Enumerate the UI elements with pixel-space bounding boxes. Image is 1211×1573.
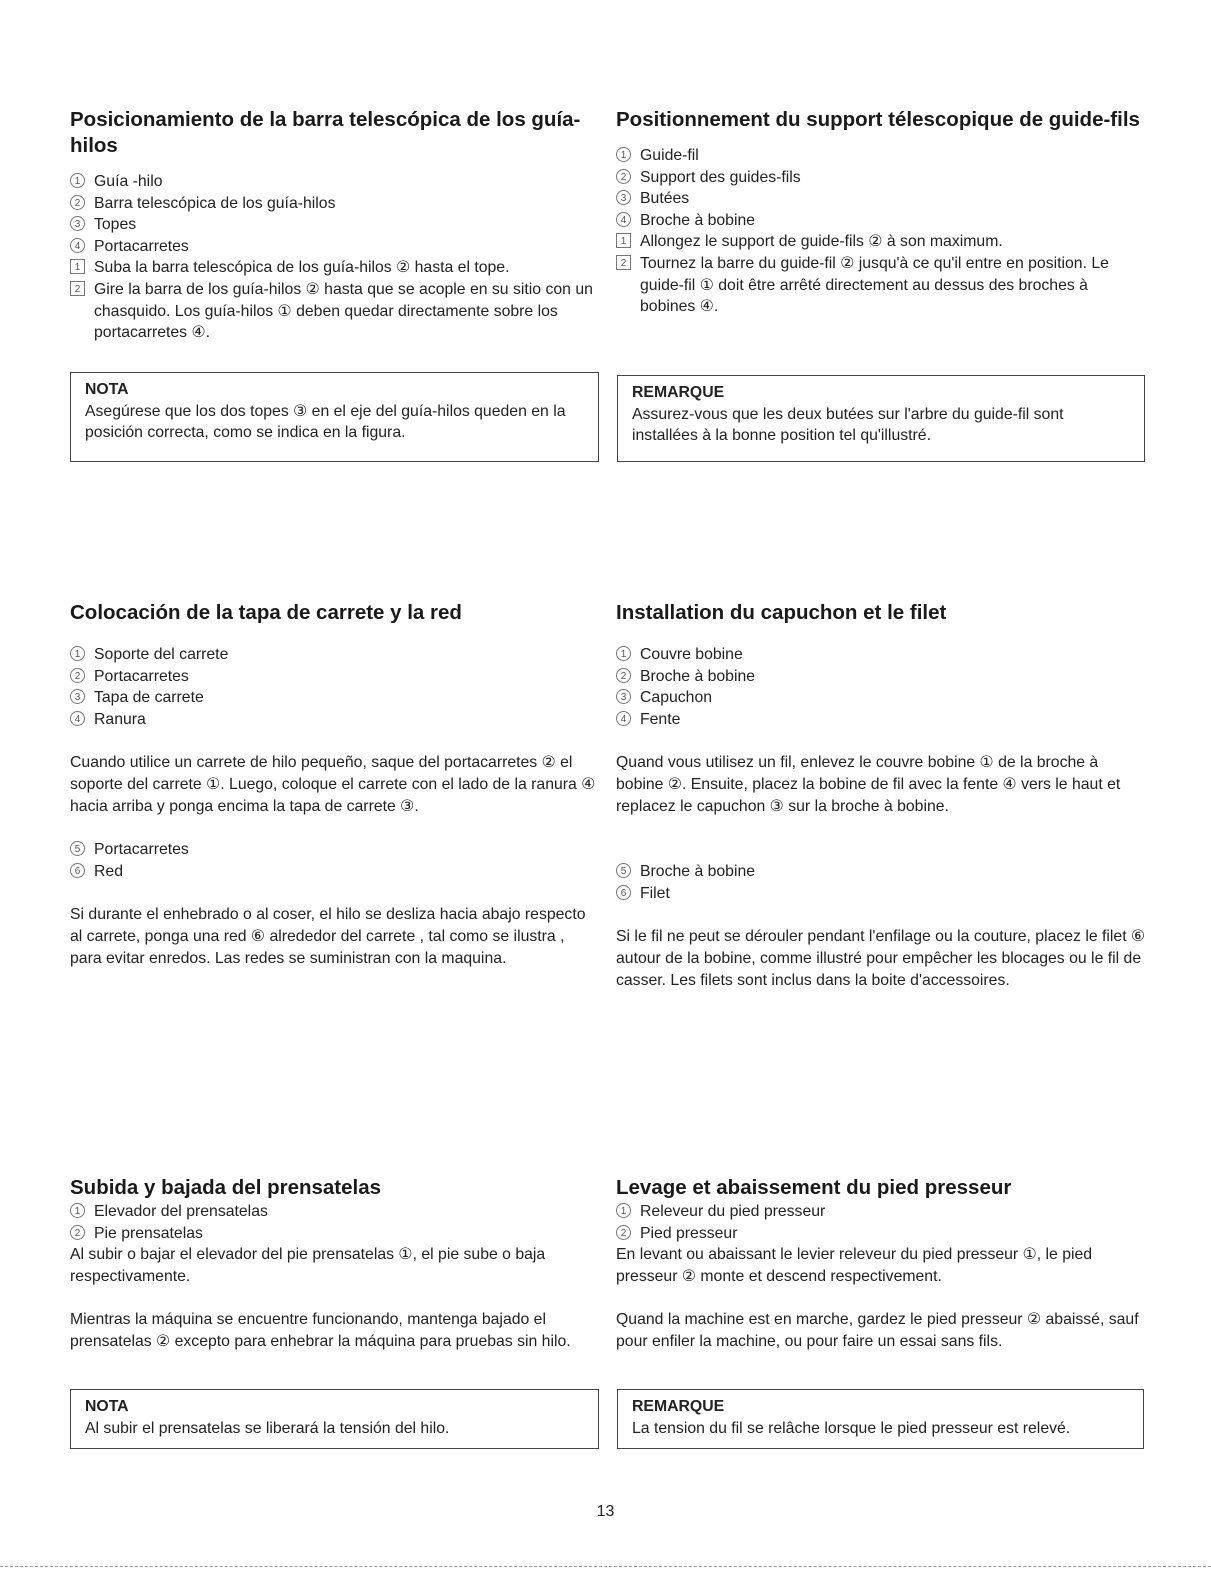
- circled-number-icon: 4: [616, 212, 631, 227]
- section-presser-foot-es: [70, 1175, 600, 1353]
- circled-number-icon: 5: [616, 863, 631, 878]
- note-text: La tension du fil se relâche lorsque le pied presseur est relevé.: [632, 1419, 1071, 1437]
- circled-number-icon: 1: [616, 646, 631, 661]
- list-item: 3 Capuchon: [616, 687, 1146, 709]
- paragraph: Mientras la máquina se encuentre funcionando, mantenga bajado el prensatelas ② excepto para enhebrar la máquina para pruebas sin hilo.: [70, 1311, 571, 1350]
- step-number-icon: 1: [70, 259, 85, 274]
- list-item: 1 Guide-fil: [616, 145, 1146, 167]
- list-item: 2 Barra telescópica de los guía-hilos: [70, 193, 600, 215]
- note-title: REMARQUE: [632, 384, 725, 401]
- list-item: 2 Portacarretes: [70, 666, 600, 688]
- circled-number-icon: 2: [70, 195, 85, 210]
- section-title: Levage et abaissement du pied presseur: [616, 1176, 1012, 1199]
- paragraph: Quand vous utilisez un fil, enlevez le couvre bobine ① de la broche à bobine ②. Ensuite, placez la bobine de fil avec la fente ④ vers le haut et replacez le capuchon ③ sur la broche à bobine.: [616, 754, 1121, 815]
- section-title: Positionnement du support télescopique de guide-fils: [616, 108, 1140, 131]
- note-title: REMARQUE: [632, 1398, 725, 1415]
- section-spool-cap-es: [70, 600, 600, 969]
- list-item: 4 Fente: [616, 709, 1146, 731]
- list-item: 2 Support des guides-fils: [616, 167, 1146, 189]
- note-box: [70, 1389, 599, 1449]
- list-item: 3 Butées: [616, 188, 1146, 210]
- circled-number-icon: 5: [70, 841, 85, 856]
- step-item: 1 Suba la barra telescópica de los guía-hilos ② hasta el tope.: [70, 257, 600, 279]
- note-title: NOTA: [85, 381, 129, 398]
- note-box: [70, 372, 599, 462]
- paragraph: Si le fil ne peut se dérouler pendant l'enfilage ou la couture, placez le filet ⑥ autour de la bobine, comme illustré pour empêcher les blocages ou le fil de casser. Les filets sont inclus dans la boite d'accessoires.: [616, 928, 1146, 989]
- list-item: 4 Portacarretes: [70, 236, 600, 258]
- list-item: 2 Pied presseur: [616, 1223, 1146, 1245]
- circled-number-icon: 2: [70, 1225, 85, 1240]
- paragraph: Al subir o bajar el elevador del pie prensatelas ①, el pie sube o baja respectivamente.: [70, 1246, 546, 1285]
- circled-number-icon: 6: [70, 863, 85, 878]
- list-item: 1 Releveur du pied presseur: [616, 1201, 1146, 1223]
- list-item: 5 Portacarretes: [70, 839, 600, 861]
- note-text: Asegúrese que los dos topes ③ en el eje del guía-hilos queden en la posición correcta, como se indica en la figura.: [85, 402, 566, 442]
- circled-number-icon: 4: [70, 711, 85, 726]
- list-item: 1 Guía -hilo: [70, 171, 600, 193]
- section-title: Subida y bajada del prensatelas: [70, 1176, 382, 1199]
- list-item: 2 Broche à bobine: [616, 666, 1146, 688]
- list-item: 6 Red: [70, 861, 600, 883]
- list-item: 4 Broche à bobine: [616, 210, 1146, 232]
- section-title: Posicionamiento de la barra telescópica de los guía-hilos: [70, 108, 581, 157]
- page-number: 13: [596, 1503, 615, 1520]
- note-box: [617, 1389, 1144, 1449]
- circled-number-icon: 2: [70, 668, 85, 683]
- note-text: Al subir el prensatelas se liberará la tensión del hilo.: [85, 1419, 450, 1437]
- section-spool-cap-fr: [616, 600, 1146, 991]
- list-item: 5 Broche à bobine: [616, 861, 1146, 883]
- list-item: 1 Soporte del carrete: [70, 644, 600, 666]
- paragraph: Si durante el enhebrado o al coser, el hilo se desliza hacia abajo respecto al carrete, ponga una red ⑥ alrededor del carrete , tal como se ilustra , para evitar enredos. Las redes se suministran con la maquina.: [70, 906, 586, 967]
- circled-number-icon: 3: [616, 689, 631, 704]
- list-item: 1 Elevador del prensatelas: [70, 1201, 600, 1223]
- list-item: 3 Tapa de carrete: [70, 687, 600, 709]
- list-item: 3 Topes: [70, 214, 600, 236]
- circled-number-icon: 2: [616, 668, 631, 683]
- circled-number-icon: 1: [616, 1203, 631, 1218]
- circled-number-icon: 4: [616, 711, 631, 726]
- section-title: Colocación de la tapa de carrete y la red: [70, 601, 462, 624]
- circled-number-icon: 3: [616, 190, 631, 205]
- note-title: NOTA: [85, 1398, 129, 1415]
- list-item: 6 Filet: [616, 883, 1146, 905]
- circled-number-icon: 6: [616, 885, 631, 900]
- circled-number-icon: 1: [70, 173, 85, 188]
- paragraph: En levant ou abaissant le levier releveur du pied presseur ①, le pied presseur ② monte et descend respectivement.: [616, 1246, 1093, 1285]
- circled-number-icon: 3: [70, 216, 85, 231]
- circled-number-icon: 2: [616, 1225, 631, 1240]
- circled-number-icon: 3: [70, 689, 85, 704]
- paragraph: Quand la machine est en marche, gardez le pied presseur ② abaissé, sauf pour enfiler la machine, ou pour faire un essai sans fils.: [616, 1311, 1139, 1350]
- section-presser-foot-fr: [616, 1175, 1146, 1353]
- circled-number-icon: 1: [70, 646, 85, 661]
- step-item: 2 Gire la barra de los guía-hilos ② hasta que se acople en su sitio con un chasquido. Los guía-hilos ① deben quedar directamente sobre los portacarretes ④.: [70, 279, 600, 344]
- circled-number-icon: 4: [70, 238, 85, 253]
- step-item: 2 Tournez la barre du guide-fil ② jusqu'à ce qu'il entre en position. Le guide-fil ① doit être arrêté directement au dessus des broches à bobines ④.: [616, 253, 1146, 318]
- step-number-icon: 2: [616, 255, 631, 270]
- circled-number-icon: 1: [70, 1203, 85, 1218]
- list-item: 4 Ranura: [70, 709, 600, 731]
- note-text: Assurez-vous que les deux butées sur l'arbre du guide-fil sont installées à la bonne position tel qu'illustré.: [632, 405, 1064, 445]
- bottom-divider: [0, 1566, 1211, 1567]
- circled-number-icon: 1: [616, 147, 631, 162]
- step-number-icon: 2: [70, 281, 85, 296]
- step-item: 1 Allongez le support de guide-fils ② à son maximum.: [616, 231, 1146, 253]
- section-title: Installation du capuchon et le filet: [616, 601, 947, 624]
- step-number-icon: 1: [616, 233, 631, 248]
- section-guide-bar-fr: [616, 107, 1146, 318]
- note-box: [617, 375, 1145, 462]
- paragraph: Cuando utilice un carrete de hilo pequeño, saque del portacarretes ② el soporte del carrete ①. Luego, coloque el carrete con el lado de la ranura ④ hacia arriba y ponga encima la tapa de carrete ③.: [70, 754, 596, 815]
- list-item: 2 Pie prensatelas: [70, 1223, 600, 1245]
- section-guide-bar-es: [70, 107, 600, 344]
- circled-number-icon: 2: [616, 169, 631, 184]
- list-item: 1 Couvre bobine: [616, 644, 1146, 666]
